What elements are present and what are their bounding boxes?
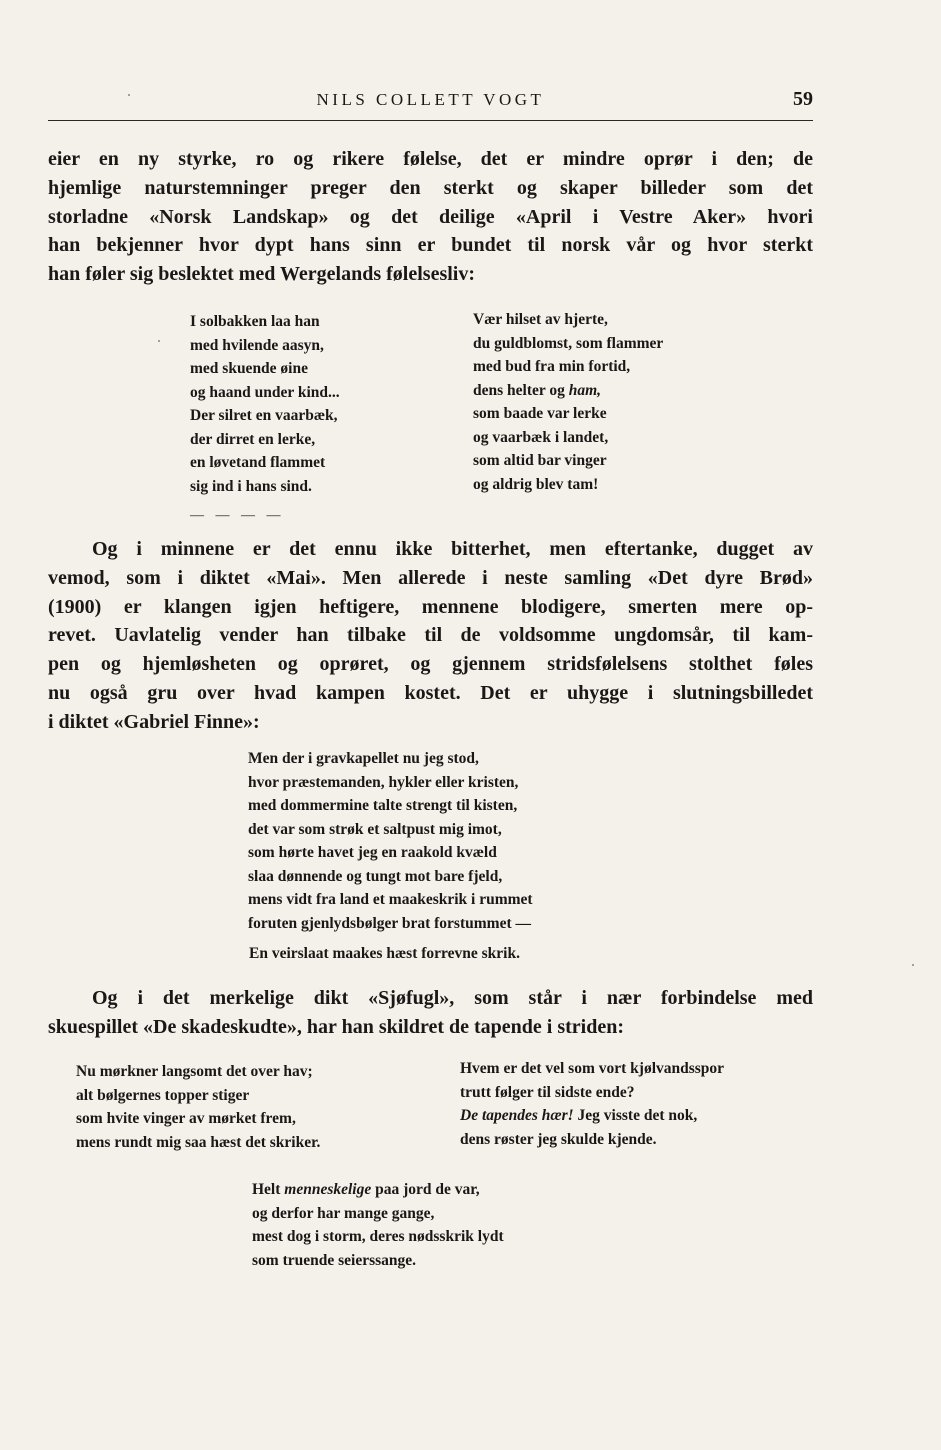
text-line: revet. Uavlatelig vender han tilbake til de voldsomme ungdomsår, til kam- xyxy=(48,624,813,647)
text-line: han bekjenner hvor dypt hans sinn er bundet til norsk vår og hvor sterkt xyxy=(48,234,813,257)
verse-line: det var som strøk et saltpust mig imot, xyxy=(248,820,502,838)
verse-line: du guldblomst, som flammer xyxy=(473,334,664,352)
poem-3-left-stanza xyxy=(76,1060,320,1154)
emphasis-text: De tapendes hær! xyxy=(460,1107,574,1124)
verse-line: alt bølgernes topper stiger xyxy=(76,1086,250,1104)
text-line: i diktet «Gabriel Finne»: xyxy=(48,710,260,733)
verse-line: med skuende øine xyxy=(190,360,308,377)
verse-line: med dommermine talte strengt til kisten, xyxy=(248,797,518,814)
text-line: (1900) er klangen igjen heftigere, mennene blodigere, smerten mere op- xyxy=(48,595,813,618)
verse-line xyxy=(460,1104,724,1128)
text-line: han føler sig beslektet med Wergelands følelsesliv: xyxy=(48,263,476,286)
verse-line: slaa dønnende og tungt mot bare fjeld, xyxy=(248,867,503,885)
text-line: skuespillet «De skadeskudte», har han skildret de tapende i striden: xyxy=(48,1015,625,1038)
poem-4-stanza xyxy=(252,1178,504,1272)
verse-line: foruten gjenlydsbølger brat forstummet — xyxy=(248,914,531,932)
verse-line: som baade var lerke xyxy=(473,405,607,422)
running-title: NILS COLLETT VOGT xyxy=(316,90,545,109)
verse-line: dens røster jeg skulde kjende. xyxy=(460,1130,657,1148)
poem-2-final-line xyxy=(249,942,520,966)
verse-text: Jeg visste det nok, xyxy=(573,1107,698,1124)
verse-line: Der silret en vaarbæk, xyxy=(190,407,338,424)
verse-line: Vær hilset av hjerte, xyxy=(473,311,608,328)
verse-line: som hørte havet jeg en raakold kvæld xyxy=(248,844,497,861)
verse-line: som hvite vinger av mørket frem, xyxy=(76,1110,296,1127)
text-line: hjemlige naturstemninger preger den sterkt og skaper billeder som det xyxy=(48,176,813,199)
poem-1-left-stanza xyxy=(190,310,340,498)
text-line: storladne «Norsk Landskap» og det deilige «April i Vestre Aker» hvori xyxy=(48,205,813,228)
verse-line: og derfor har mange gange, xyxy=(252,1204,435,1222)
verse-line xyxy=(473,379,663,403)
verse-line: som truende seierssange. xyxy=(252,1251,417,1269)
verse-line: en løvetand flammet xyxy=(190,454,326,471)
emphasis-text: menneskelige xyxy=(284,1181,372,1198)
verse-line: med bud fra min fortid, xyxy=(473,358,631,375)
text-line: vemod, som i diktet «Mai». Men allerede i neste samling «Det dyre Brød» xyxy=(48,566,813,589)
section-divider: — — — — xyxy=(190,508,285,523)
verse-line: En veirslaat maakes hæst forrevne skrik. xyxy=(249,945,520,962)
paragraph-2 xyxy=(48,535,813,737)
verse-line: og aldrig blev tam! xyxy=(473,475,599,493)
verse-line: Nu mørkner langsomt det over hav; xyxy=(76,1063,313,1080)
verse-line xyxy=(252,1178,504,1202)
paragraph-1 xyxy=(48,145,813,289)
verse-line: med hvilende aasyn, xyxy=(190,336,324,354)
verse-line: mens vidt fra land et maakeskrik i rummet xyxy=(248,891,533,908)
verse-text: dens helter og xyxy=(473,381,569,399)
text-line: Og i det merkelige dikt «Sjøfugl», som står i nær forbindelse med xyxy=(92,987,813,1009)
verse-line: I solbakken laa han xyxy=(190,313,320,330)
verse-line: og haand under kind... xyxy=(190,383,340,401)
verse-text: Helt xyxy=(252,1181,285,1198)
text-line: pen og hjemløsheten og oprøret, og gjennem stridsfølelsens stolthet føles xyxy=(48,653,813,676)
verse-line: trutt følger til sidste ende? xyxy=(460,1083,635,1101)
verse-line: Hvem er det vel som vort kjølvandsspor xyxy=(460,1060,725,1077)
verse-line: sig ind i hans sind. xyxy=(190,477,312,495)
text-line: Og i minnene er det ennu ikke bitterhet, men eftertanke, dugget av xyxy=(92,538,813,560)
verse-line: som altid bar vinger xyxy=(473,452,607,469)
poem-3-right-stanza xyxy=(460,1057,724,1151)
running-head xyxy=(48,88,813,116)
text-line: nu også gru over hvad kampen kostet. Det er uhygge i slutningsbilledet xyxy=(48,681,813,704)
verse-line: mens rundt mig saa hæst det skriker. xyxy=(76,1133,321,1151)
text-line: eier en ny styrke, ro og rikere følelse, det er mindre oprør i den; de xyxy=(48,148,813,170)
verse-line: Men der i gravkapellet nu jeg stod, xyxy=(248,750,479,767)
verse-line: hvor præstemanden, hykler eller kristen, xyxy=(248,773,519,791)
poem-1-right-stanza xyxy=(473,308,663,496)
emphasis-text: ham, xyxy=(568,381,602,399)
verse-line: og vaarbæk i landet, xyxy=(473,428,609,446)
verse-line: der dirret en lerke, xyxy=(190,430,316,448)
header-rule xyxy=(48,120,813,121)
paper-speck xyxy=(128,94,130,96)
poem-2-stanza xyxy=(248,747,533,935)
paper-speck xyxy=(158,340,160,342)
paragraph-3 xyxy=(48,984,813,1042)
page-number: 59 xyxy=(793,88,813,110)
verse-line: mest dog i storm, deres nødsskrik lydt xyxy=(252,1228,504,1245)
verse-text: paa jord de var, xyxy=(371,1181,480,1198)
paper-speck xyxy=(912,964,914,966)
